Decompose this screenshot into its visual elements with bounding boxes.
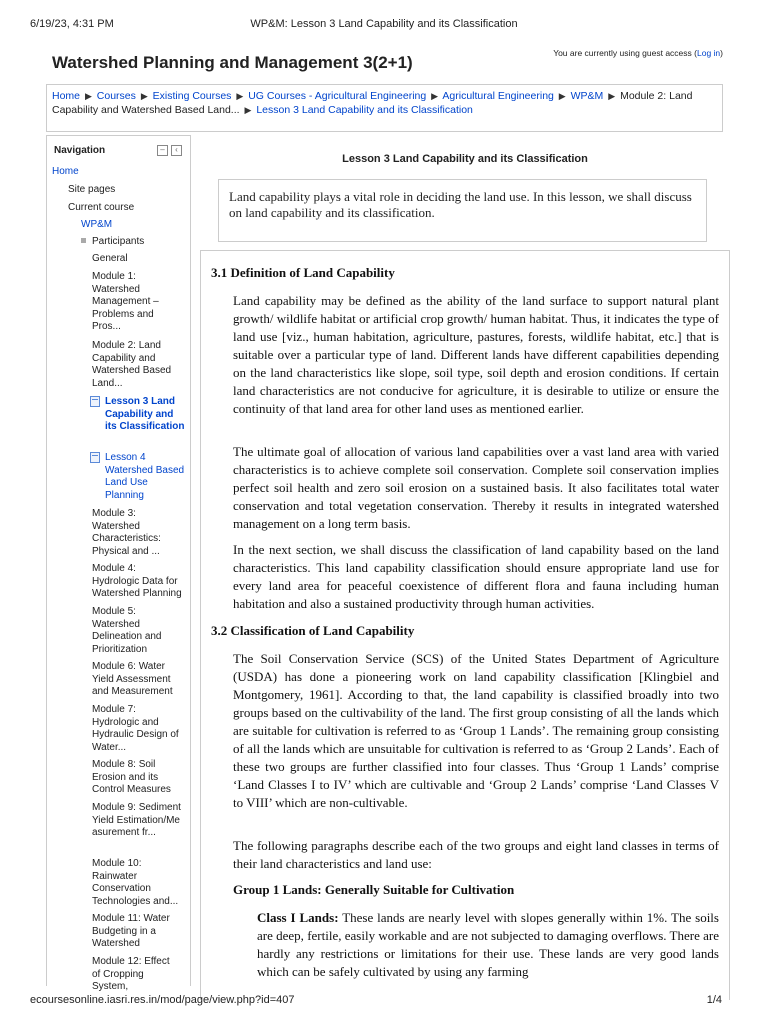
nav-current-course[interactable]: Current course [68,202,135,213]
breadcrumb [46,84,723,132]
paragraph-next-section: In the next section, we shall discuss the classification of land capability based on the land characteristics. This land capability classification should ensure appropriate land use for every land area for peaceful coexistence of different flora and fauna including human habitation and also a sustained productivity through human activities. [233,542,719,611]
paragraph-definition: Land capability may be defined as the ability of the land surface to support natural plant growth/ wildlife habitat or artificial crop growth/ human habitat. Thus, it indicates the type of land use [viz., human habitation, agriculture, pastures, forests, wildlife habitat, etc.] that is suitable over a particular type of land. Different lands have different capabilities depending on the land characteristics like slope, soil type, soil depth and erosion conditions. If certain land characteristics are not conducive for agriculture, it is desirable to utilize or ensure the continuity of that land area for other land uses as mentioned earlier. [233,293,719,416]
site-title[interactable]: Watershed Planning and Management 3(2+1) [52,53,413,72]
nav-module-4[interactable]: Module 4: Hydrologic Data for Watershed Planning [92,563,182,599]
breadcrumb-separator: ▶ [608,91,616,101]
paragraph-class-1 [257,909,719,981]
navigation-block [46,135,191,992]
class-1-text: These lands are nearly level with slopes generally within 1%. The soils are deep, fertile, easily workable and are not subjected to damaging overflows. There are hardly any restrictions or limitations for their use. These lands are very good lands which can be safely cultivated by using any farming [257,910,719,979]
section-heading-3-1: 3.1 Definition of Land Capability [211,265,395,280]
breadcrumb-ug-courses[interactable]: UG Courses - Agricultural Engineering [248,90,427,102]
breadcrumb-agricultural-engineering[interactable]: Agricultural Engineering [442,90,554,102]
nav-module-1[interactable]: Module 1: Watershed Management – Problems and Pros... [92,271,159,332]
nav-lesson-4[interactable]: Lesson 4 Watershed Based Land Use Planning [105,452,185,501]
nav-module-11[interactable]: Module 11: Water Budgeting in a Watershed [92,913,170,949]
breadcrumb-module-2: Module 2: Land Capability and Watershed Based Land... [52,90,693,116]
class-1-label: Class I Lands: [257,910,339,925]
lesson-content [200,250,730,1000]
nav-general[interactable]: General [92,253,128,264]
paragraph-scs-classification: The Soil Conservation Service (SCS) of the United States Department of Agriculture (USDA) has done a pioneering work on land capability classification [Klingbiel and Montgomery, 1961]. According to that, the land capability is classified broadly into two groups based on the cultivability of the land. The first group consisting of all the lands which are suitable for cultivation is referred to as ‘Group 1 Lands’. The remaining group consisting of all the lands which are unsuitable for cultivation is referred to as ‘Group 2 Lands’. Each of these two groups are further classified into four classes. Thus ‘Group 1 Lands’ comprise ‘Land Classes I to IV’ which are cultivable and ‘Group 2 Lands’ comprise ‘Land Classes V to VIII’ which are non-cultivable. [233,651,719,810]
breadcrumb-separator: ▶ [236,91,244,101]
breadcrumb-lesson-3[interactable]: Lesson 3 Land Capability and its Classification [256,104,473,116]
login-info [553,48,723,58]
breadcrumb-separator: ▶ [84,91,92,101]
nav-module-10[interactable]: Module 10: Rainwater Conservation Technologies and... [92,858,179,907]
group-1-heading: Group 1 Lands: Generally Suitable for Cultivation [233,882,515,897]
breadcrumb-separator: ▶ [431,91,439,101]
login-link[interactable]: Log in [696,48,721,58]
nav-module-5[interactable]: Module 5: Watershed Delineation and Prioritization [92,606,162,655]
collapse-block-icon[interactable]: – [157,145,168,156]
nav-module-6[interactable]: Module 6: Water Yield Assessment and Measurement [92,661,173,697]
breadcrumb-separator: ▶ [244,105,252,115]
breadcrumb-separator: ▶ [558,91,566,101]
breadcrumb-home[interactable]: Home [52,90,81,102]
nav-module-7[interactable]: Module 7: Hydrologic and Hydraulic Design of Water... [92,704,179,753]
print-header [0,18,768,32]
lesson-title: Lesson 3 Land Capability and its Classification [342,153,588,165]
breadcrumb-wpm[interactable]: WP&M [570,90,604,102]
nav-module-9[interactable]: Module 9: Sediment Yield Estimation/Measurement fr... [92,802,181,838]
breadcrumb-courses[interactable]: Courses [96,90,136,102]
paragraph-ultimate-goal: The ultimate goal of allocation of various land capabilities over a vast land area with varied characteristics is to achieve complete soil conservation. Complete soil conservation implies perfect soil health and zero soil erosion on a sustained basis. It also facilitates total water conservation and total vegetation conservation. Thereby it results in integrated watershed management on a long term basis. [233,444,719,531]
breadcrumb-existing-courses[interactable]: Existing Courses [152,90,232,102]
page-icon [90,452,100,463]
participants-bullet-icon [81,238,86,243]
paragraph-following: The following paragraphs describe each of the two groups and eight land classes in terms of their land characteristics and land use: [233,838,719,871]
page-icon [90,396,100,407]
login-prefix: You are currently using guest access ( [553,48,697,58]
lesson-intro: Land capability plays a vital role in deciding the land use. In this lesson, we shall discuss on land capability and its classification. [218,179,707,242]
nav-course-wpm[interactable]: WP&M [81,219,113,230]
nav-module-12[interactable]: Module 12: Effect of Cropping System, [92,956,170,992]
navigation-title: Navigation [54,145,106,156]
print-page-number: 1/4 [706,994,722,1006]
print-url: ecoursesonline.iasri.res.in/mod/page/view.php?id=407 [30,994,295,1006]
login-suffix: ) [720,48,723,58]
print-datetime: 6/19/23, 4:31 PM [30,18,114,30]
nav-site-pages[interactable]: Site pages [68,184,116,195]
print-page-title: WP&M: Lesson 3 Land Capability and its Classification [250,18,518,30]
nav-participants[interactable]: Participants [92,236,145,247]
nav-module-2[interactable]: Module 2: Land Capability and Watershed Based Land... [92,340,172,389]
nav-lesson-3[interactable]: Lesson 3 Land Capability and its Classification [105,396,185,432]
print-footer [0,994,768,1008]
breadcrumb-separator: ▶ [140,91,148,101]
nav-home[interactable]: Home [52,166,79,177]
section-heading-3-2: 3.2 Classification of Land Capability [211,623,415,638]
nav-module-3[interactable]: Module 3: Watershed Characteristics: Physical and ... [92,508,161,557]
nav-module-8[interactable]: Module 8: Soil Erosion and its Control Measures [92,759,171,795]
dock-block-icon[interactable]: ‹ [171,145,182,156]
